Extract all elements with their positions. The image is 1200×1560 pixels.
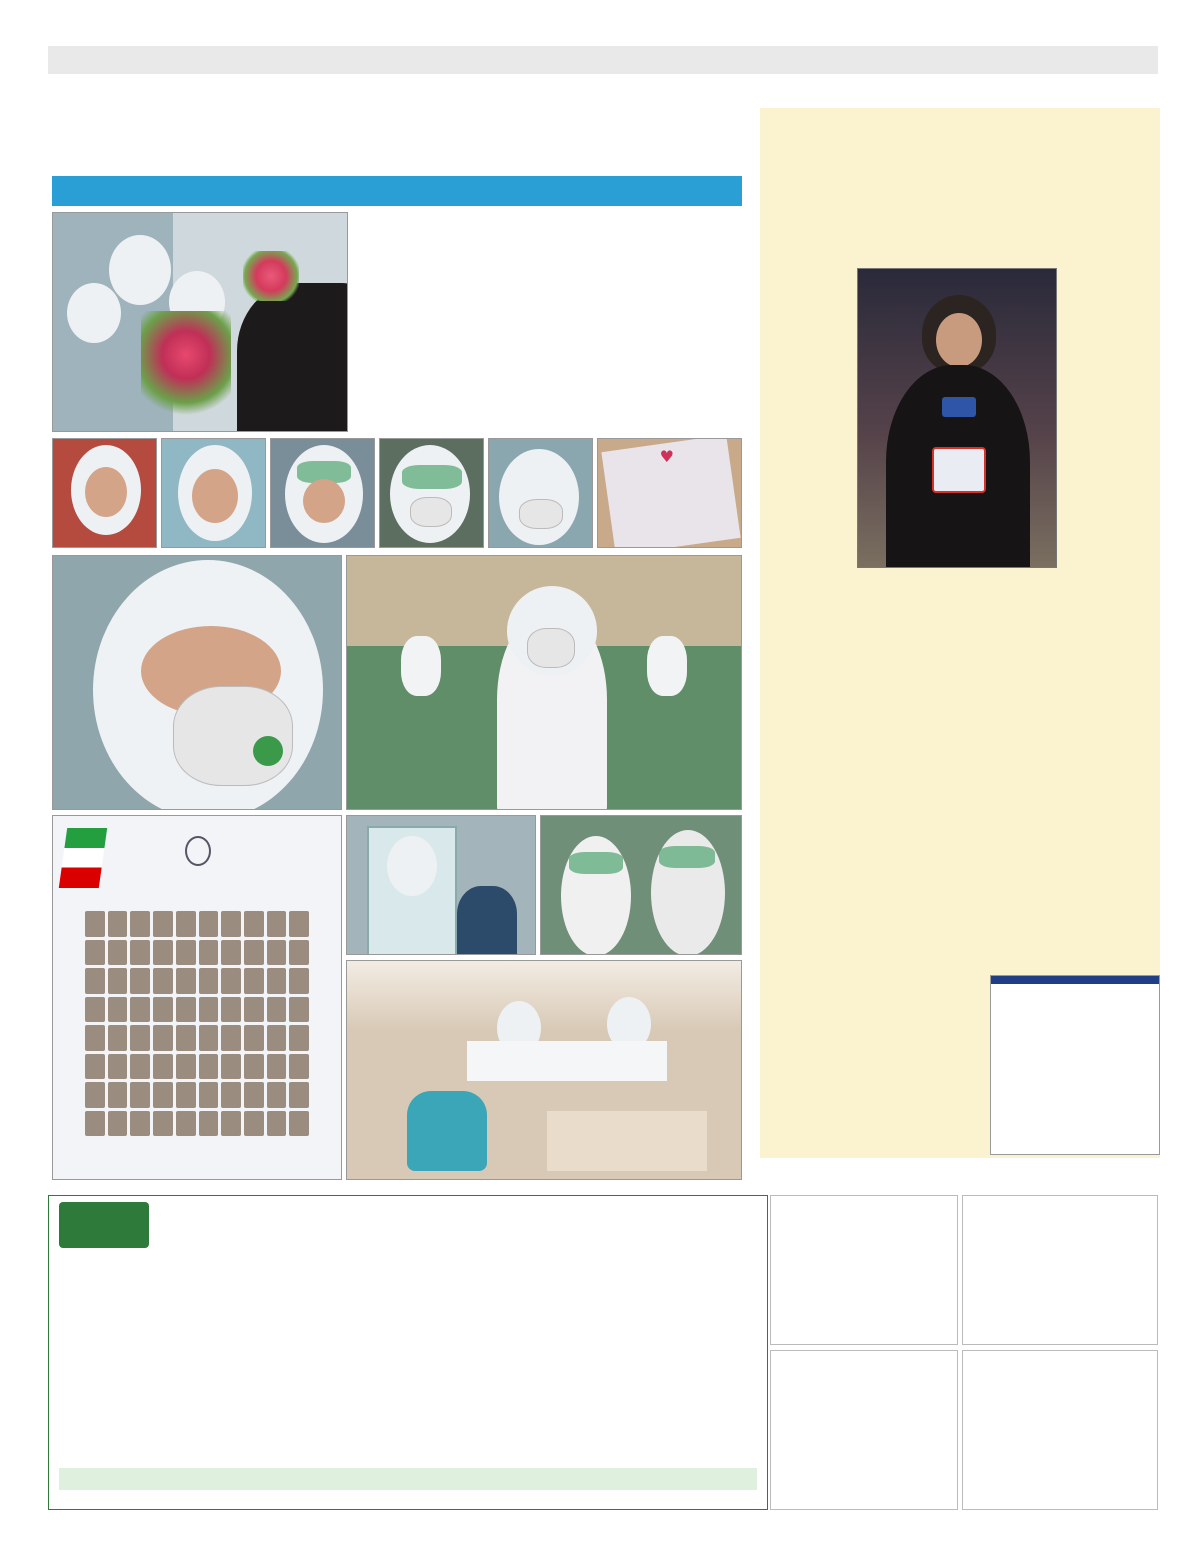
legal-notice [770, 1195, 958, 1345]
n95-mask [173, 686, 293, 786]
speaker-photo [857, 268, 1057, 568]
tender-ad [48, 1195, 768, 1510]
portrait-photo-2 [161, 438, 266, 548]
glass-door-photo [346, 815, 536, 955]
legal-notice-body [963, 1200, 1157, 1203]
peace-sign-photo [346, 555, 742, 810]
martyrs-poster [52, 815, 342, 1180]
legal-notice-body [771, 1355, 957, 1358]
face-mask [519, 499, 563, 529]
ministry-emblem-icon [185, 836, 211, 866]
section-name [98, 46, 278, 74]
legal-notice [770, 1350, 958, 1510]
nurse-face [192, 469, 238, 523]
hospital-wedding-photo [346, 960, 742, 1180]
iran-flag-icon [59, 828, 107, 888]
portrait-photo-4 [379, 438, 484, 548]
headline-subtitle [52, 176, 742, 206]
ppe-hood [499, 449, 579, 545]
ppe-hood [387, 836, 437, 896]
mask-valve [253, 736, 283, 766]
tender-ad-body [59, 1230, 757, 1460]
portrait-photo-3 [270, 438, 375, 548]
legal-notice-body [963, 1355, 1157, 1358]
concrete-mold-notice [991, 984, 1159, 990]
child-figure [457, 886, 517, 955]
speaker-face [936, 313, 982, 367]
goggles-right [659, 846, 715, 868]
ppe-hood [390, 445, 470, 543]
couple-goggles-photo [540, 815, 742, 955]
portrait-photo-1 [52, 438, 157, 548]
portrait-photo-5 [488, 438, 593, 548]
podium-logo [932, 447, 986, 493]
nurse-in-teal [407, 1091, 487, 1171]
nurse-closeup-photo [52, 555, 342, 810]
legal-notice [962, 1195, 1158, 1345]
goggles-left [569, 852, 623, 874]
flower-bouquet [141, 311, 231, 421]
peace-hand-left [401, 636, 441, 696]
decorated-table [547, 1111, 707, 1171]
heart-icon: ♥ [659, 447, 674, 466]
page-header [48, 46, 1158, 74]
legal-notice [962, 1350, 1158, 1510]
face-mask [527, 628, 575, 668]
white-canopy [467, 1041, 667, 1081]
handwritten-gown-photo [597, 438, 742, 548]
nurse-hood [109, 235, 171, 305]
wedding-backdrop [347, 961, 742, 1031]
face-mask [410, 497, 452, 527]
legal-notice-body [771, 1200, 957, 1203]
nurse-face [85, 467, 127, 517]
concrete-mold-ad [990, 975, 1160, 1155]
peace-hand-right [647, 636, 687, 696]
flower-bunch [243, 251, 299, 301]
martyr-portrait-grid [85, 911, 309, 1136]
microphone-icon [942, 397, 976, 417]
nurse-hood-2 [67, 283, 121, 343]
goggles [402, 465, 462, 489]
nurse-face [303, 479, 345, 523]
tender-ad-footer [59, 1468, 757, 1490]
flowers-photo [52, 212, 348, 432]
concrete-mold-banner [991, 976, 1159, 984]
visitor-chador [237, 283, 348, 432]
